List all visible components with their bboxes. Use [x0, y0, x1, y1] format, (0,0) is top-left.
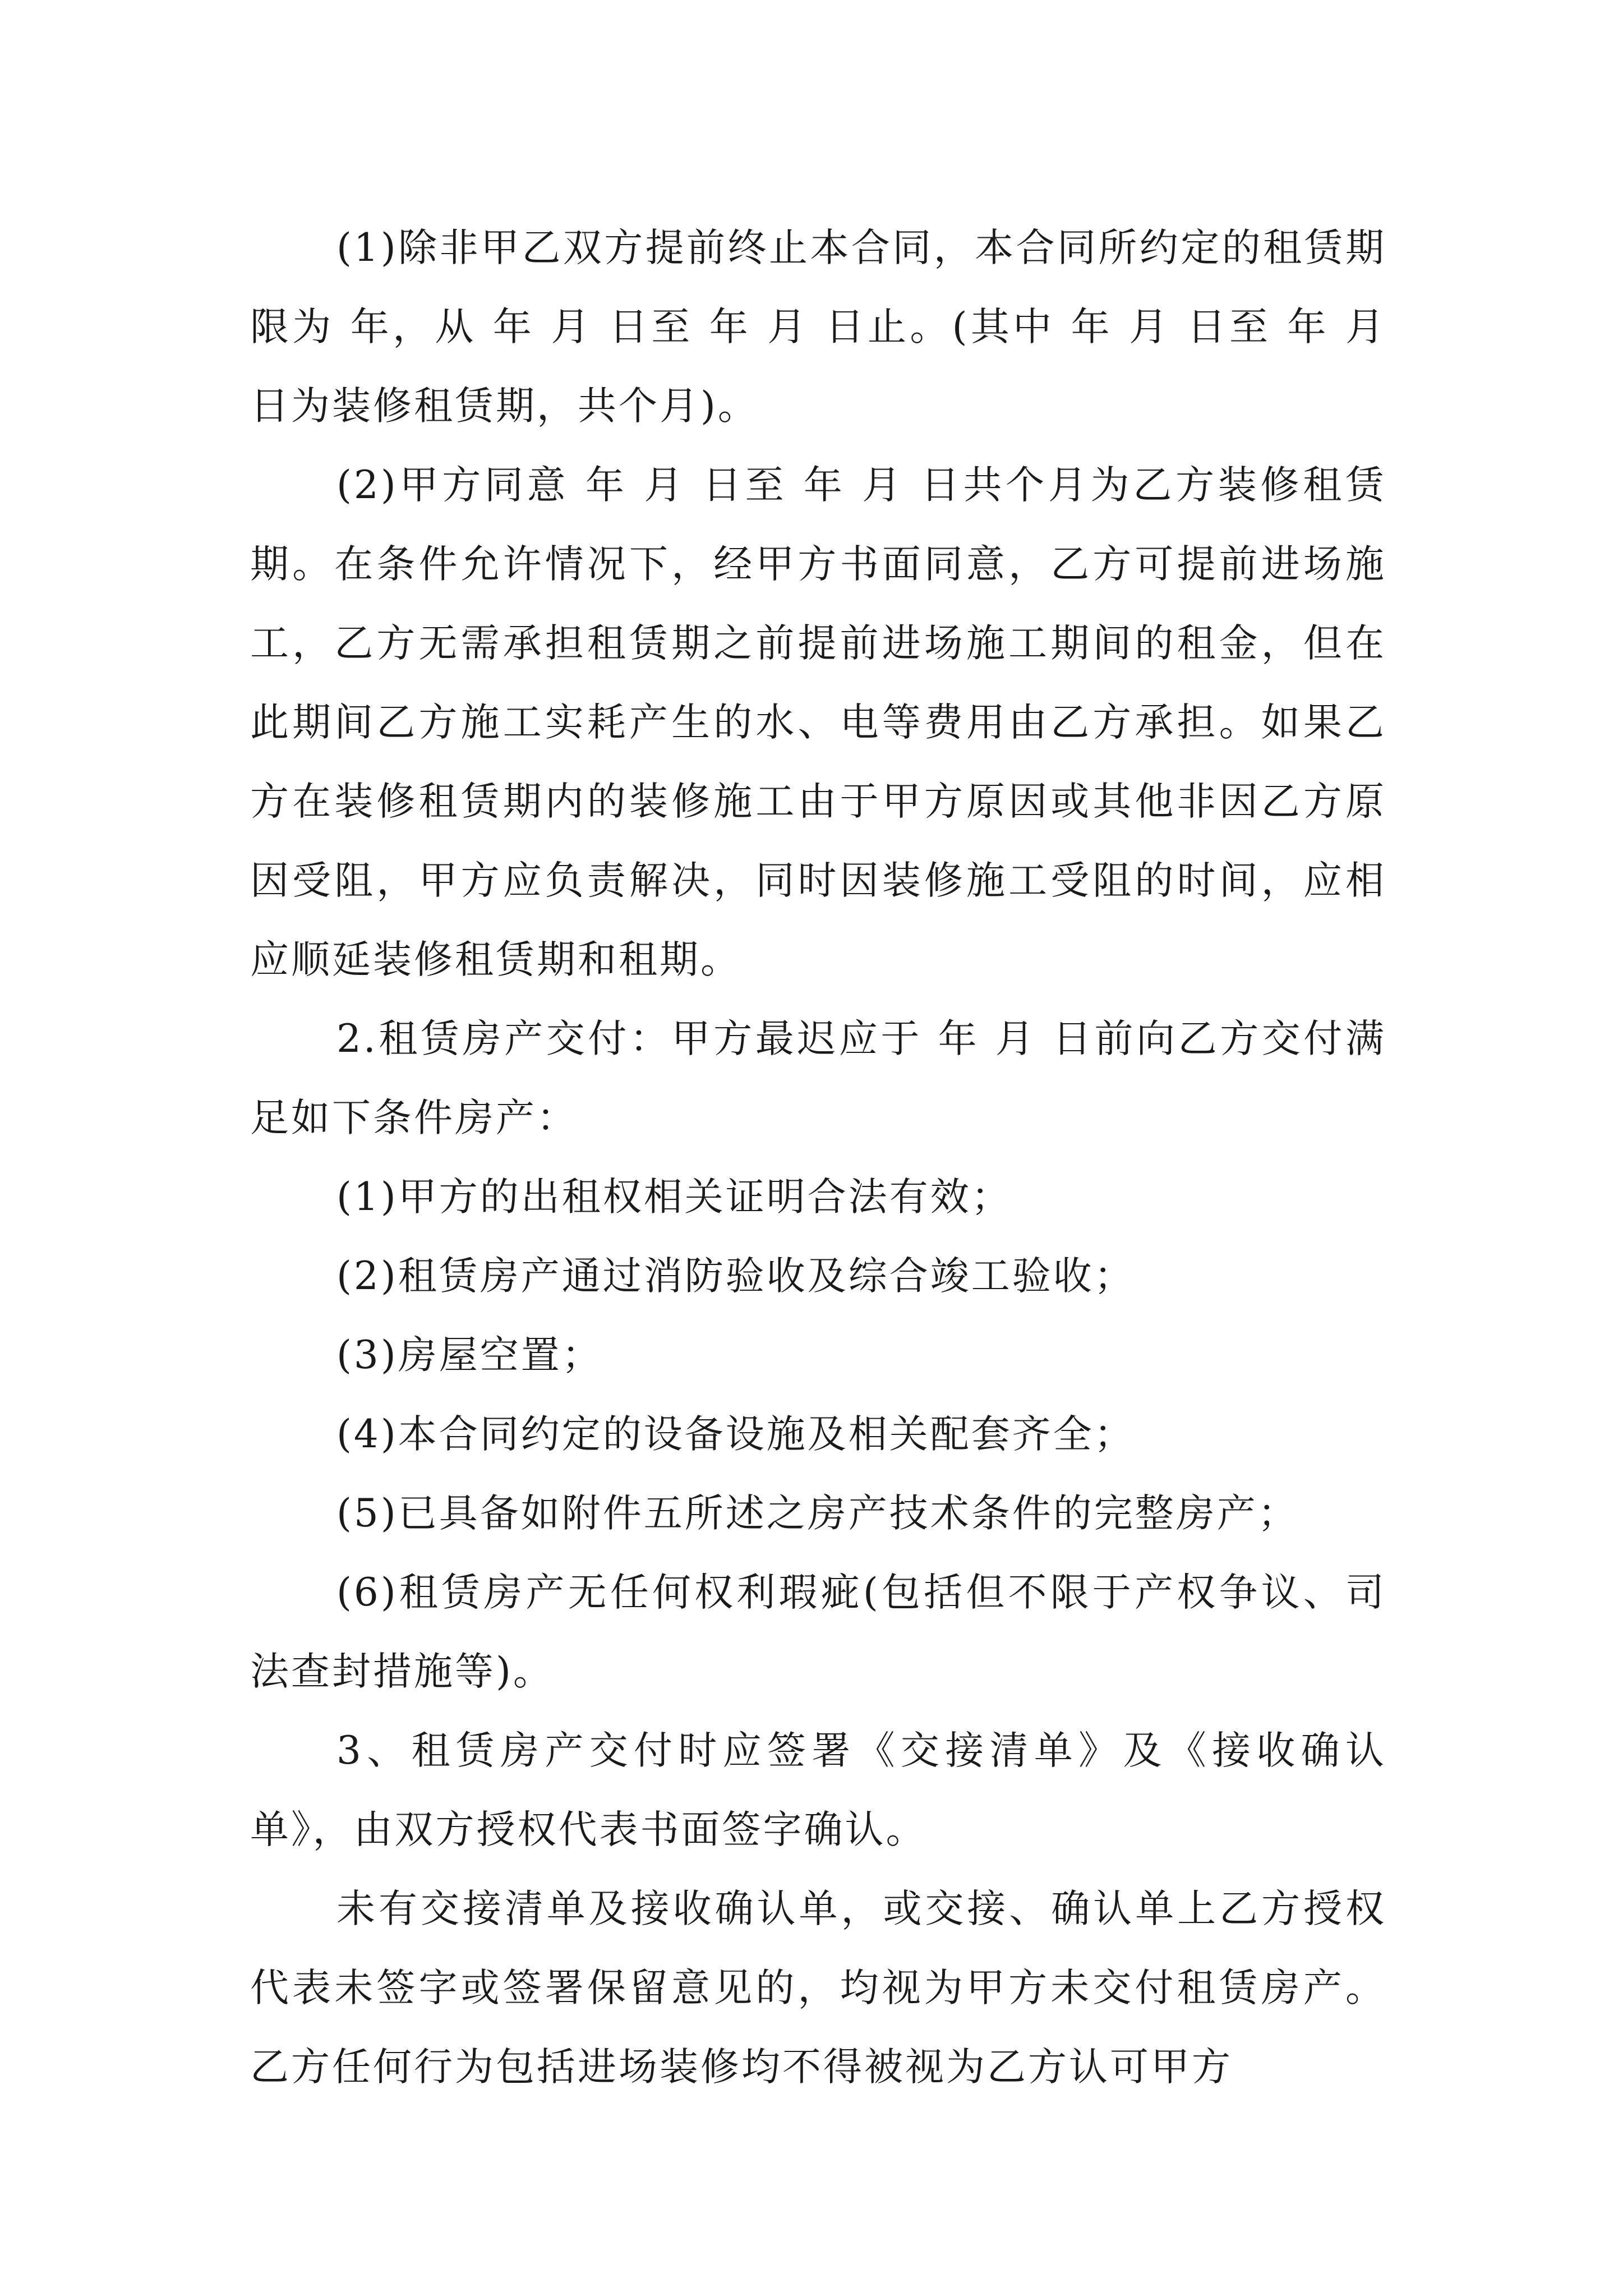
clause-lease-term: (1)除非甲乙双方提前终止本合同，本合同所约定的租赁期限为 年，从 年 月 日至 年 月 日止。(其中 年 月 日至 年 月 日为装修租赁期，共个月)。 [250, 226, 1401, 429]
delivery-condition-6: (6)租赁房产无任何权利瑕疵(包括但不限于产权争议、司法查封措施等)。 [250, 1570, 1386, 1694]
delivery-condition-1: (1)甲方的出租权相关证明合法有效； [336, 1175, 1012, 1220]
delivery-condition-5: (5)已具备如附件五所述之房产技术条件的完整房产； [336, 1491, 1299, 1536]
clause-unsigned-handover: 未有交接清单及接收确认单，或交接、确认单上乙方授权代表未签字或签署保留意见的，均视为甲方未交付租赁房产。乙方任何行为包括进场装修均不得被视为乙方认可甲方 [250, 1887, 1386, 2090]
delivery-condition-2: (2)租赁房产通过消防验收及综合竣工验收； [336, 1254, 1135, 1299]
clause-property-delivery: 2.租赁房产交付：甲方最迟应于 年 月 日前向乙方交付满足如下条件房产： [250, 1016, 1386, 1140]
delivery-condition-3: (3)房屋空置； [336, 1333, 603, 1378]
delivery-condition-4: (4)本合同约定的设备设施及相关配套齐全； [336, 1412, 1135, 1457]
clause-renovation-period: (2)甲方同意 年 月 日至 年 月 日共个月为乙方装修租赁期。在条件允许情况下，经甲方书面同意，乙方可提前进场施工，乙方无需承担租赁期之前提前进场施工期间的租金，但在此期间乙方施工实耗产生的水、电等费用由乙方承担。如果乙方在装修租赁期内的装修施工由于甲方原因或其他非因乙方原因受阻，甲方应负责解决，同时因装修施工受阻的时间，应相应顺延装修租赁期和租期。 [250, 463, 1386, 982]
clause-handover-documents: 3、租赁房产交付时应签署《交接清单》及《接收确认单》，由双方授权代表书面签字确认。 [250, 1728, 1386, 1852]
document-body [250, 209, 1401, 2107]
